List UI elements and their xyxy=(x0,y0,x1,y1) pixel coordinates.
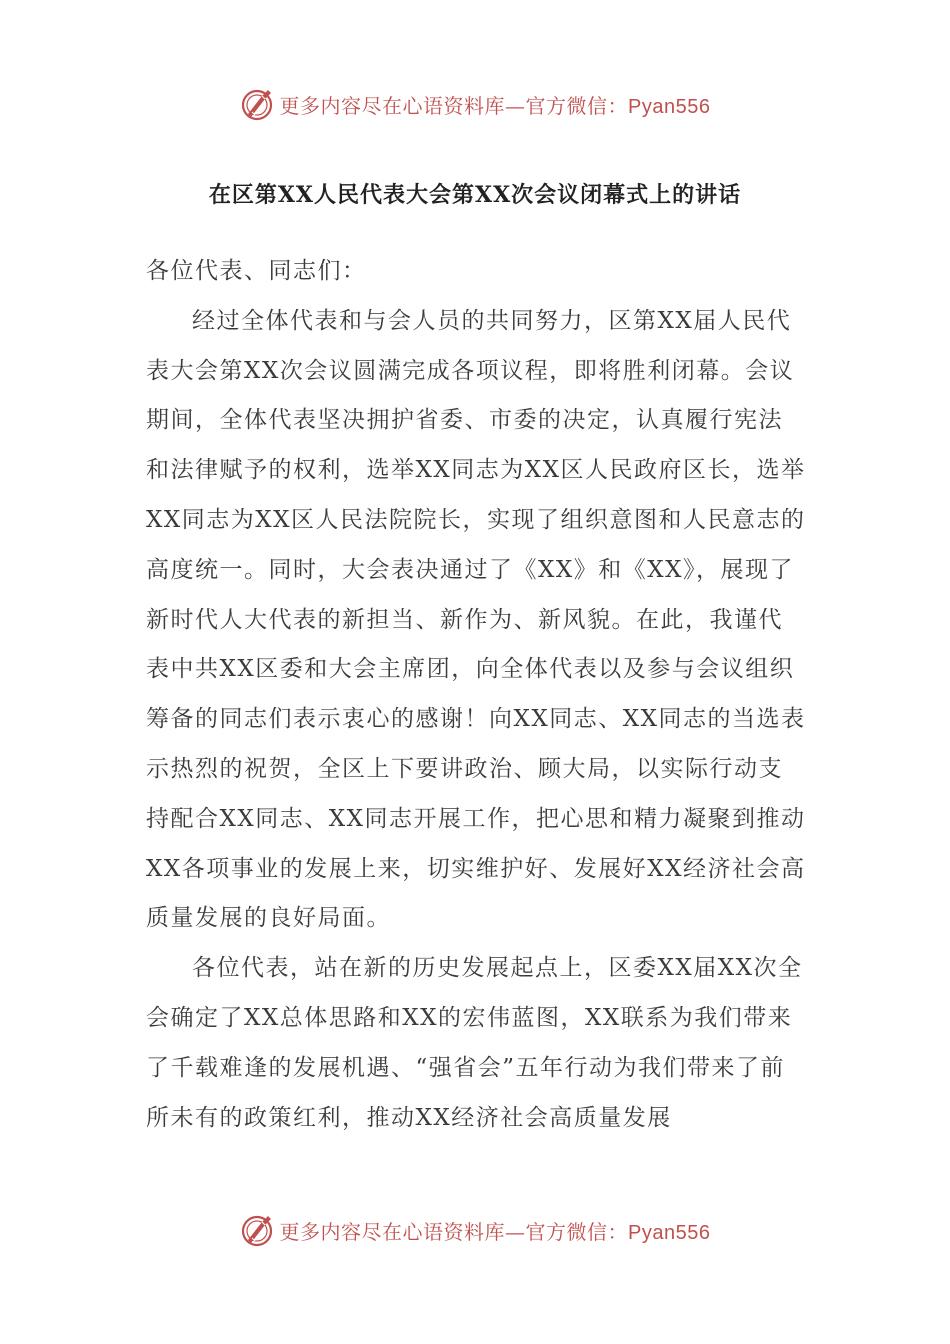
header-watermark-banner xyxy=(0,82,950,126)
document-body xyxy=(146,247,806,1143)
pen-logo-icon xyxy=(240,86,276,122)
wechat-id: Pyan556 xyxy=(628,95,711,118)
pen-logo-icon xyxy=(240,1212,276,1248)
wechat-id: Pyan556 xyxy=(628,1221,711,1244)
paragraph-1: 经过全体代表和与会人员的共同努力，区第XX届人民代表大会第XX次会议圆满完成各项议程，即将胜利闭幕。会议期间，全体代表坚决拥护省委、市委的决定，认真履行宪法和法律赋予的权利，选举XX同志为XX区人民政府区长，选举XX同志为XX区人民法院院长，实现了组织意图和人民意志的高度统一。同时，大会表决通过了《XX》和《XX》，展现了新时代人大代表的新担当、新作为、新风貌。在此，我谨代表中共XX区委和大会主席团，向全体代表以及参与会议组织筹备的同志们表示衷心的感谢！向XX同志、XX同志的当选表示热烈的祝贺，全区上下要讲政治、顾大局，以实际行动支持配合XX同志、XX同志开展工作，把心思和精力凝聚到推动XX各项事业的发展上来，切实维护好、发展好XX经济社会高质量发展的良好局面。 xyxy=(146,307,806,932)
salutation: 各位代表、同志们： xyxy=(146,258,367,284)
document-title: 在区第XX人民代表大会第XX次会议闭幕式上的讲话 xyxy=(208,182,742,208)
watermark-text: 更多内容尽在心语资料库—官方微信：Pyan556 xyxy=(279,1219,711,1244)
watermark-text: 更多内容尽在心语资料库—官方微信：Pyan556 xyxy=(279,93,711,118)
paragraph-2: 各位代表，站在新的历史发展起点上，区委XX届XX次全会确定了XX总体思路和XX的宏伟蓝图，XX联系为我们带来了千载难逢的发展机遇、“强省会”五年行动为我们带来了前所未有的政策红利，推动XX经济社会高质量发展 xyxy=(146,955,803,1131)
footer-watermark-banner xyxy=(0,1208,950,1252)
